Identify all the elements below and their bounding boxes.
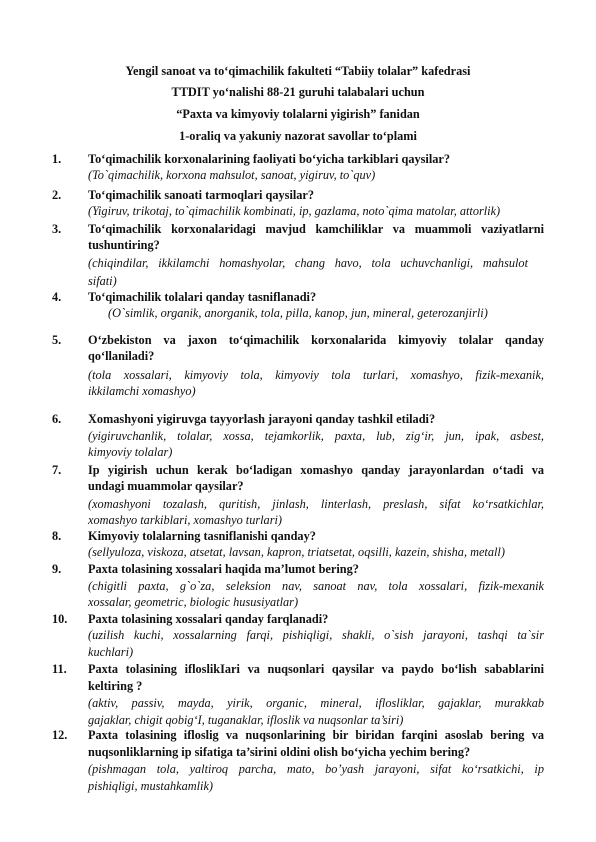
answer-keywords: pishiqligi, mustahkamlik): [88, 779, 214, 793]
question-text: Paxta tolasining xossalari haqida ma’lumot bering?: [88, 562, 359, 576]
question-text: Ip yigirish uchun kerak bo‘ladigan xomashyo qanday jarayonlardan o‘tadi va: [88, 463, 544, 477]
answer-keywords: (chiqindilar, ikkilamchi homashyolar, chang havo, tola uchuvchanligi, mahsulot: [88, 256, 528, 270]
answer-keywords: gajaklar, chigit qobig‘I, tuganaklar, ifloslik va nuqsonlar ta’siri): [88, 713, 404, 727]
question-text: To‘qimachilik sanoati tarmoqlari qaysilar?: [88, 188, 315, 202]
answer-keywords: (aktiv, passiv, mayda, yirik, organic, mineral, iflosliklar, gajaklar, murakkab: [88, 696, 544, 710]
question-text: tushuntiring?: [88, 238, 160, 252]
answer-keywords: (O`simlik, organik, anorganik, tola, pilla, kanop, jun, mineral, geterozanjirli): [108, 306, 488, 320]
question-text: Paxta tolasining ifloslikIari va nuqsonlari qaysilar va paydo bo‘lish sabablarini: [88, 662, 544, 676]
question-number: 9.: [52, 562, 62, 576]
question-number: 6.: [52, 412, 62, 426]
question-text: qo‘llaniladi?: [88, 349, 155, 363]
question-number: 1.: [52, 152, 62, 166]
question-number: 4.: [52, 290, 62, 304]
question-text: Xomashyoni yigiruvga tayyorlash jarayoni qanday tashkil etiladi?: [88, 412, 436, 426]
question-number: 8.: [52, 529, 62, 543]
answer-keywords: (tola xossalari, kimyoviy tola, kimyoviy tola turlari, xomashyo, fizik-mexanik,: [88, 368, 544, 382]
answer-keywords: (Yigiruv, trikotaj, to`qimachilik kombinati, ip, gazlama, noto`qima matolar, attorlik): [88, 204, 501, 218]
answer-keywords: xossalar, geometric, biologic hususiyatlar): [88, 595, 299, 609]
question-number: 5.: [52, 333, 62, 347]
answer-keywords: (sellyuloza, viskoza, atsetat, lavsan, kapron, triatsetat, oqsilli, kazein, shisha, metall): [88, 545, 505, 559]
header-faculty-line: Yengil sanoat va to‘qimachilik fakulteti “Tabiiy tolalar” kafedrasi: [125, 64, 471, 78]
question-text: To‘qimachilik korxonalaridagi mavjud kamchiliklar va muammoli vaziyatlarni: [88, 222, 544, 236]
question-text: Paxta tolasining ifloslig va nuqsonlarining bir biridan farqini asoslab bering va: [88, 728, 544, 742]
answer-keywords: sifati): [88, 274, 117, 288]
question-text: Kimyoviy tolalarning tasniflanishi qanday?: [88, 529, 316, 543]
question-text: To‘qimachilik korxonalarining faoliyati bo‘yicha tarkiblari qaysilar?: [88, 152, 451, 166]
question-number: 12.: [52, 728, 68, 742]
answer-keywords: ikkilamchi xomashyo): [88, 384, 196, 398]
answer-keywords: (uzilish kuchi, xossalarning farqi, pishiqligi, shakli, o`sish jarayoni, tashqi ta`sir: [88, 628, 544, 642]
answer-keywords: kimyoviy tolalar): [88, 445, 173, 459]
answer-keywords: (To`qimachilik, korxona mahsulot, sanoat, yigiruv, to`quv): [88, 168, 376, 182]
answer-keywords: kuchlari): [88, 645, 134, 659]
question-number: 10.: [52, 612, 68, 626]
answer-keywords: (yigiruvchanlik, tolalar, xossa, tejamkorlik, paxta, lub, zig‘ir, jun, ipak, asbest,: [88, 429, 544, 443]
question-text: keltiring ?: [88, 679, 143, 693]
answer-keywords: (xomashyoni tozalash, quritish, jinlash, linterlash, preslash, sifat ko‘rsatkichlar,: [88, 497, 544, 511]
question-number: 3.: [52, 222, 62, 236]
answer-keywords: (pishmagan tola, yaltiroq parcha, mato, bo’yash jarayoni, sifat ko‘rsatkichi, ip: [88, 762, 544, 776]
answer-keywords: xomashyo tarkiblari, xomashyo turlari): [88, 513, 283, 527]
header-title-line: 1-oraliq va yakuniy nazorat savollar to‘plami: [179, 129, 417, 143]
question-number: 11.: [52, 662, 67, 676]
question-number: 7.: [52, 463, 62, 477]
header-group-line: TTDIT yo‘nalishi 88-21 guruhi talabalari uchun: [171, 85, 425, 99]
question-text: O‘zbekiston va jaxon to‘qimachilik korxonalarida kimyoviy tolalar qanday: [88, 333, 544, 347]
question-text: undagi muammolar qaysilar?: [88, 479, 244, 493]
answer-keywords: (chigitli paxta, g`o`za, seleksion nav, sanoat nav, tola xossalari, fizik-mexanik: [88, 579, 544, 593]
question-number: 2.: [52, 188, 62, 202]
question-text: Paxta tolasining xossalari qanday farqlanadi?: [88, 612, 329, 626]
header-subject-line: “Paxta va kimyoviy tolalarni yigirish” fanidan: [176, 107, 420, 121]
question-text: nuqsonliklarning ip sifatiga ta’sirini oldini olish bo‘yicha yechim bering?: [88, 745, 471, 759]
question-text: To‘qimachilik tolalari qanday tasniflanadi?: [88, 290, 317, 304]
